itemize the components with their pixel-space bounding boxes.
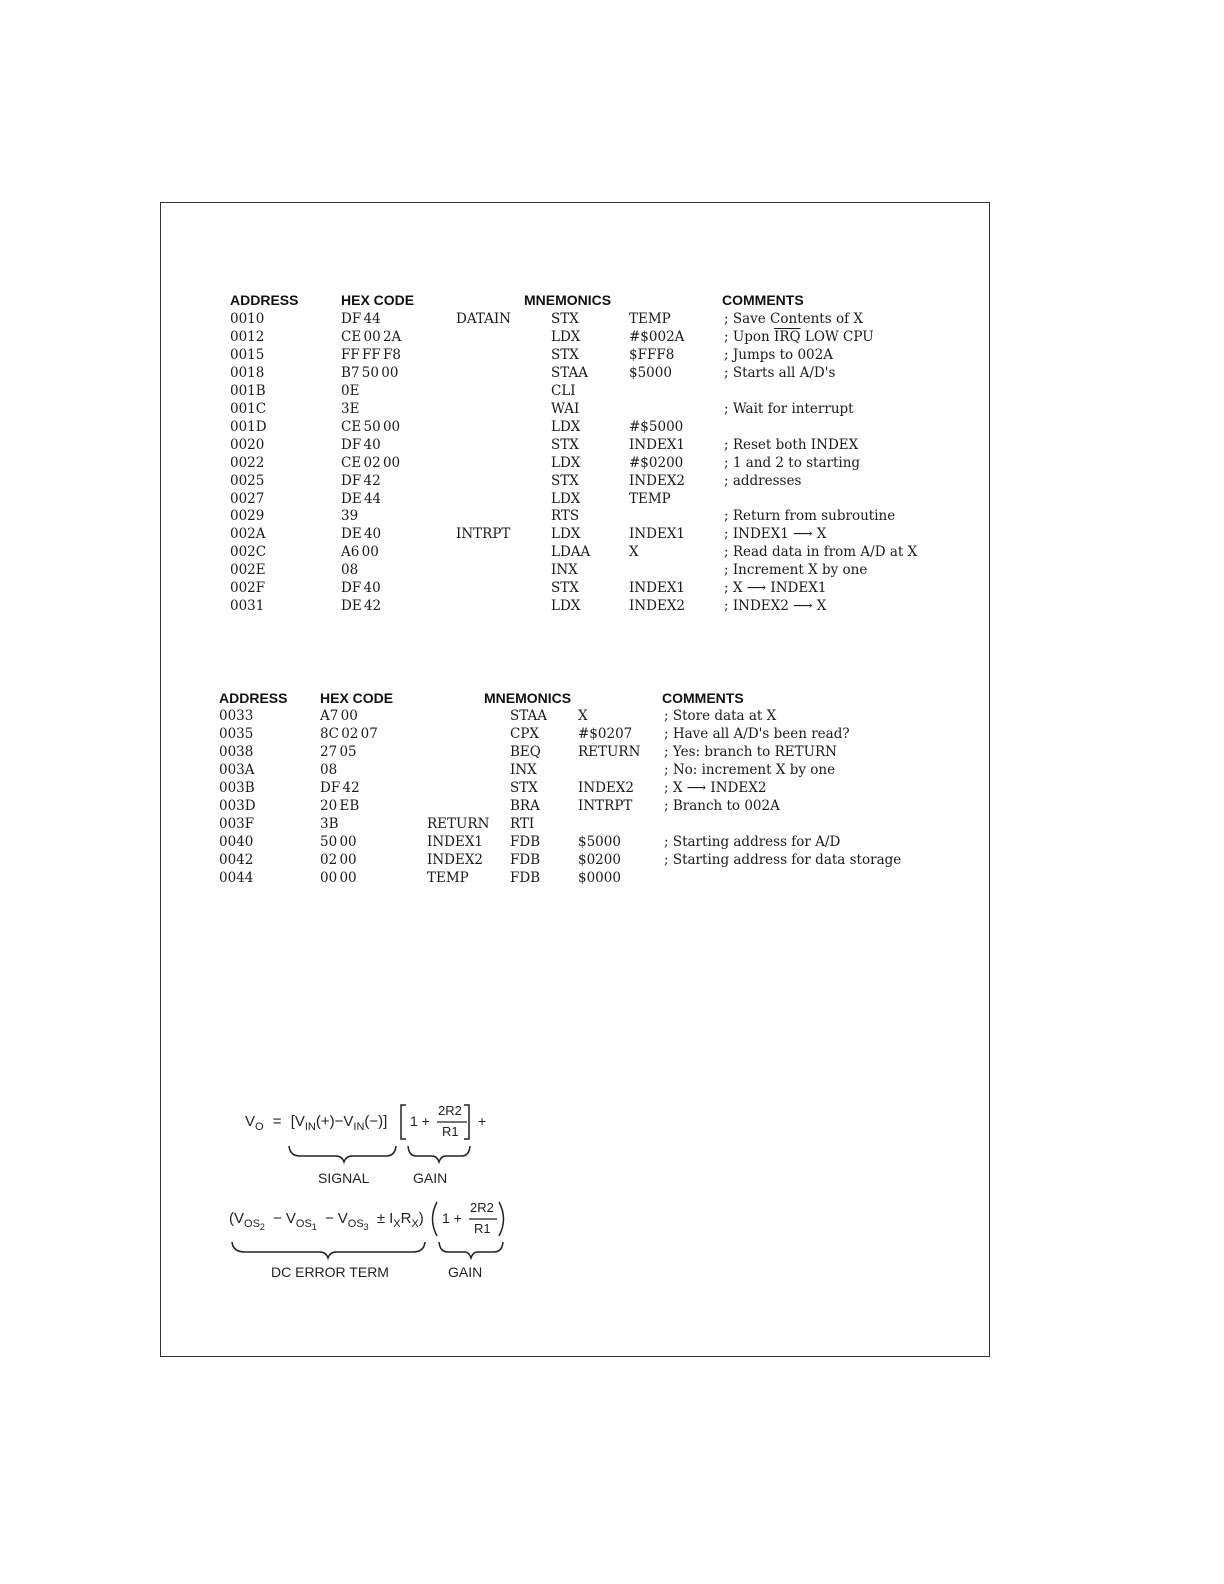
vos3: V (337, 1210, 348, 1227)
ix: I (389, 1210, 394, 1227)
cell-comment: ; Return from subroutine (724, 508, 896, 525)
cell-address: 0015 (230, 346, 265, 363)
cell-comment: ; Save Contents of X (724, 311, 863, 327)
cell-address: 001D (230, 418, 267, 435)
cell-hex: DF 44 (341, 311, 381, 327)
dc-error-term-label: DC ERROR TERM (271, 1264, 389, 1280)
cell-comment: ; Starting address for data storage (664, 851, 902, 868)
header-address: ADDRESS (219, 690, 288, 706)
cell-operand: INDEX2 (578, 779, 635, 796)
cell-comment: ; Yes: branch to RETURN (664, 743, 837, 760)
cell-op: FDB (510, 851, 541, 868)
cell-hex: 3B (320, 815, 339, 832)
fraction-denominator: R1 (442, 1124, 459, 1139)
cell-address: 0029 (230, 508, 265, 525)
vos2: V (234, 1210, 245, 1227)
cell-op: STX (551, 311, 579, 327)
cell-comment: ; Jumps to 002A (724, 346, 833, 363)
open-paren: ( (229, 1210, 234, 1227)
cell-hex: 50 00 (320, 833, 357, 850)
cell-comment: ; No: increment X by one (664, 761, 836, 778)
vos1: V (285, 1210, 296, 1227)
cell-operand: RETURN (578, 743, 641, 760)
cell-hex: DE 40 (341, 526, 382, 543)
cell-hex: 00 00 (320, 869, 357, 886)
cell-op: WAI (551, 400, 580, 417)
cell-address: 0027 (230, 490, 265, 507)
cell-operand: $FFF8 (629, 346, 675, 363)
cell-hex: 0E (341, 382, 360, 399)
cell-op: LDX (551, 328, 581, 345)
one-plus-2: 1 + (442, 1210, 462, 1226)
cell-address: 003F (219, 815, 255, 832)
cell-address: 0044 (219, 869, 254, 886)
cell-label: DATAIN (456, 311, 511, 327)
minus-sign: − (334, 1113, 344, 1130)
sub-2: 2 (259, 1222, 265, 1233)
vin-plus: [V (290, 1113, 305, 1130)
cell-op: FDB (510, 869, 541, 886)
cell-operand: #$0200 (629, 454, 684, 471)
vin-minus: V (343, 1113, 354, 1130)
cell-operand: INDEX2 (629, 598, 686, 615)
os-sub-b: OS (295, 1218, 312, 1230)
cell-op: INX (551, 562, 578, 579)
equation-line-2 (229, 1210, 424, 1232)
cell-comment: ; Read data in from A/D at X (724, 544, 918, 561)
cell-hex: A7 00 (320, 708, 358, 724)
minus-2: − (324, 1210, 334, 1227)
cell-address: 0035 (219, 725, 254, 742)
cell-hex: CE 50 00 (341, 418, 401, 435)
rx: R (400, 1210, 412, 1227)
cell-label: INDEX2 (427, 851, 484, 868)
header-mnemonics: MNEMONICS (484, 690, 572, 706)
close-paren: ) (418, 1210, 424, 1227)
cell-op: LDAA (551, 544, 591, 561)
cell-op: LDX (551, 454, 581, 471)
cell-operand: INTRPT (578, 797, 633, 814)
cell-address: 0018 (230, 364, 265, 381)
cell-op: STAA (510, 708, 548, 724)
cell-op: RTI (510, 815, 535, 832)
cell-operand: INDEX1 (629, 580, 686, 597)
cell-operand: #$0207 (578, 725, 633, 742)
sub-3: 3 (363, 1222, 369, 1233)
one-plus: 1 + (410, 1113, 430, 1129)
cell-label: INTRPT (456, 526, 511, 543)
cell-comment: ; Increment X by one (724, 562, 868, 579)
cell-hex: FF FF F8 (341, 346, 402, 363)
cell-operand: X (629, 544, 639, 561)
cell-operand: $5000 (578, 833, 621, 850)
cell-address: 0012 (230, 328, 265, 345)
comment-part: LOW CPU (800, 328, 874, 345)
cell-hex: DF 40 (341, 436, 381, 453)
cell-operand: #$5000 (629, 418, 684, 435)
cell-comment: ; X ⟶ INDEX2 (664, 779, 767, 796)
header-comments: COMMENTS (722, 292, 804, 308)
cell-operand: X (578, 708, 588, 724)
cell-label: RETURN (427, 815, 490, 832)
in-subscript: IN (304, 1121, 316, 1133)
cell-hex: CE 00 2A (341, 328, 402, 345)
cell-operand: TEMP (629, 311, 671, 327)
minus-paren: (−)] (364, 1113, 388, 1130)
cell-comment: ; X ⟶ INDEX1 (724, 580, 827, 597)
cell-op: LDX (551, 418, 581, 435)
cell-op: BEQ (510, 743, 541, 760)
header-comments: COMMENTS (662, 690, 744, 706)
cell-comment: ; 1 and 2 to starting (724, 454, 861, 471)
cell-op: CLI (551, 382, 576, 399)
x-sub: X (393, 1218, 401, 1230)
cell-address: 0022 (230, 454, 265, 471)
cell-hex: 08 (341, 562, 359, 579)
cell-comment: ; Wait for interrupt (724, 400, 854, 417)
cell-op: STX (551, 580, 579, 597)
vo-subscript: O (255, 1121, 264, 1133)
cell-hex: DE 42 (341, 598, 382, 615)
cell-hex: 3E (341, 400, 360, 417)
cell-address: 0031 (230, 598, 265, 615)
cell-hex: 02 00 (320, 851, 357, 868)
cell-op: FDB (510, 833, 541, 850)
cell-address: 002A (230, 526, 266, 543)
gain-label: GAIN (413, 1170, 448, 1186)
cell-operand: INDEX2 (629, 472, 686, 489)
header-hex-code: HEX CODE (341, 292, 415, 308)
cell-comment: ; Store data at X (664, 708, 777, 724)
cell-comment: ; Branch to 002A (664, 797, 780, 814)
cell-hex: DF 42 (341, 472, 381, 489)
cell-operand: $0000 (578, 869, 621, 886)
cell-hex: 20 EB (320, 797, 360, 814)
cell-op: STX (510, 779, 538, 796)
cell-address: 002C (230, 544, 267, 561)
cell-op: LDX (551, 490, 581, 507)
plus-paren: (+) (315, 1113, 335, 1130)
sub-1: 1 (311, 1222, 317, 1233)
cell-operand: INDEX1 (629, 436, 686, 453)
cell-comment: ; addresses (724, 472, 802, 489)
os-sub-c: OS (347, 1218, 364, 1230)
cell-address: 0040 (219, 833, 254, 850)
cell-operand: INDEX1 (629, 526, 686, 543)
comment-part: ; Upon (724, 328, 774, 345)
equals-sign: = (272, 1113, 282, 1130)
cell-hex: DE 44 (341, 490, 382, 507)
cell-hex: A6 00 (341, 544, 379, 561)
cell-comment: ; Reset both INDEX (724, 436, 859, 453)
fraction-numerator-2: 2R2 (470, 1200, 494, 1215)
cell-address: 0033 (219, 708, 254, 724)
cell-comment: ; Have all A/D's been read? (664, 725, 850, 742)
cell-address: 0010 (230, 311, 265, 327)
cell-hex: DF 42 (320, 779, 360, 796)
cell-hex: 39 (341, 508, 359, 525)
cell-operand: $0200 (578, 851, 621, 868)
cell-op: STX (551, 346, 579, 363)
cell-label: INDEX1 (427, 833, 484, 850)
cell-operand: $5000 (629, 364, 672, 381)
cell-address: 001B (230, 382, 266, 399)
signal-label: SIGNAL (318, 1170, 370, 1186)
cell-address: 003D (219, 797, 256, 814)
cell-op: LDX (551, 526, 581, 543)
minus-1: − (273, 1210, 282, 1227)
x-sub-2: X (411, 1218, 419, 1230)
header-mnemonics: MNEMONICS (524, 292, 612, 308)
cell-comment: ; INDEX1 ⟶ X (724, 526, 827, 543)
cell-hex: B7 50 00 (341, 364, 399, 381)
cell-op: LDX (551, 598, 581, 615)
cell-op: CPX (510, 725, 540, 742)
cell-address: 0042 (219, 851, 254, 868)
cell-op: STX (551, 436, 579, 453)
cell-address: 003A (219, 761, 255, 778)
header-address: ADDRESS (230, 292, 299, 308)
cell-operand: TEMP (629, 490, 671, 507)
trailing-plus: + (478, 1113, 487, 1129)
cell-op: BRA (510, 797, 540, 814)
irq-overline: $\overline{IRQ}$ (773, 328, 801, 345)
cell-hex: 8C 02 07 (320, 725, 378, 742)
cell-hex: DF 40 (341, 580, 381, 597)
cell-address: 002F (230, 580, 266, 597)
cell-comment: ; INDEX2 ⟶ X (724, 598, 827, 615)
cell-hex: CE 02 00 (341, 454, 401, 471)
in-subscript-2: IN (353, 1121, 365, 1133)
cell-operand: #$002A (629, 328, 685, 345)
os-sub: OS (244, 1218, 260, 1230)
cell-address: 0038 (219, 743, 254, 760)
cell-hex: 27 05 (320, 743, 357, 760)
cell-op: RTS (551, 508, 580, 525)
cell-address: 003B (219, 779, 255, 796)
vo-symbol: V (245, 1113, 256, 1130)
cell-op: STAA (551, 364, 589, 381)
fraction-denominator-2: R1 (474, 1221, 491, 1236)
cell-op: INX (510, 761, 537, 778)
cell-hex: 08 (320, 761, 338, 778)
cell-label: TEMP (427, 869, 469, 886)
gain-label-2: GAIN (448, 1264, 483, 1280)
cell-address: 0025 (230, 472, 265, 489)
cell-address: 001C (230, 400, 267, 417)
cell-address: 0020 (230, 436, 265, 453)
header-hex-code: HEX CODE (320, 690, 394, 706)
plus-minus: ± (376, 1210, 386, 1227)
cell-op: STX (551, 472, 579, 489)
cell-comment: ; Starts all A/D's (724, 364, 836, 381)
cell-comment: ; Starting address for A/D (664, 833, 841, 850)
fraction-numerator: 2R2 (438, 1103, 462, 1118)
cell-address: 002E (230, 562, 266, 579)
